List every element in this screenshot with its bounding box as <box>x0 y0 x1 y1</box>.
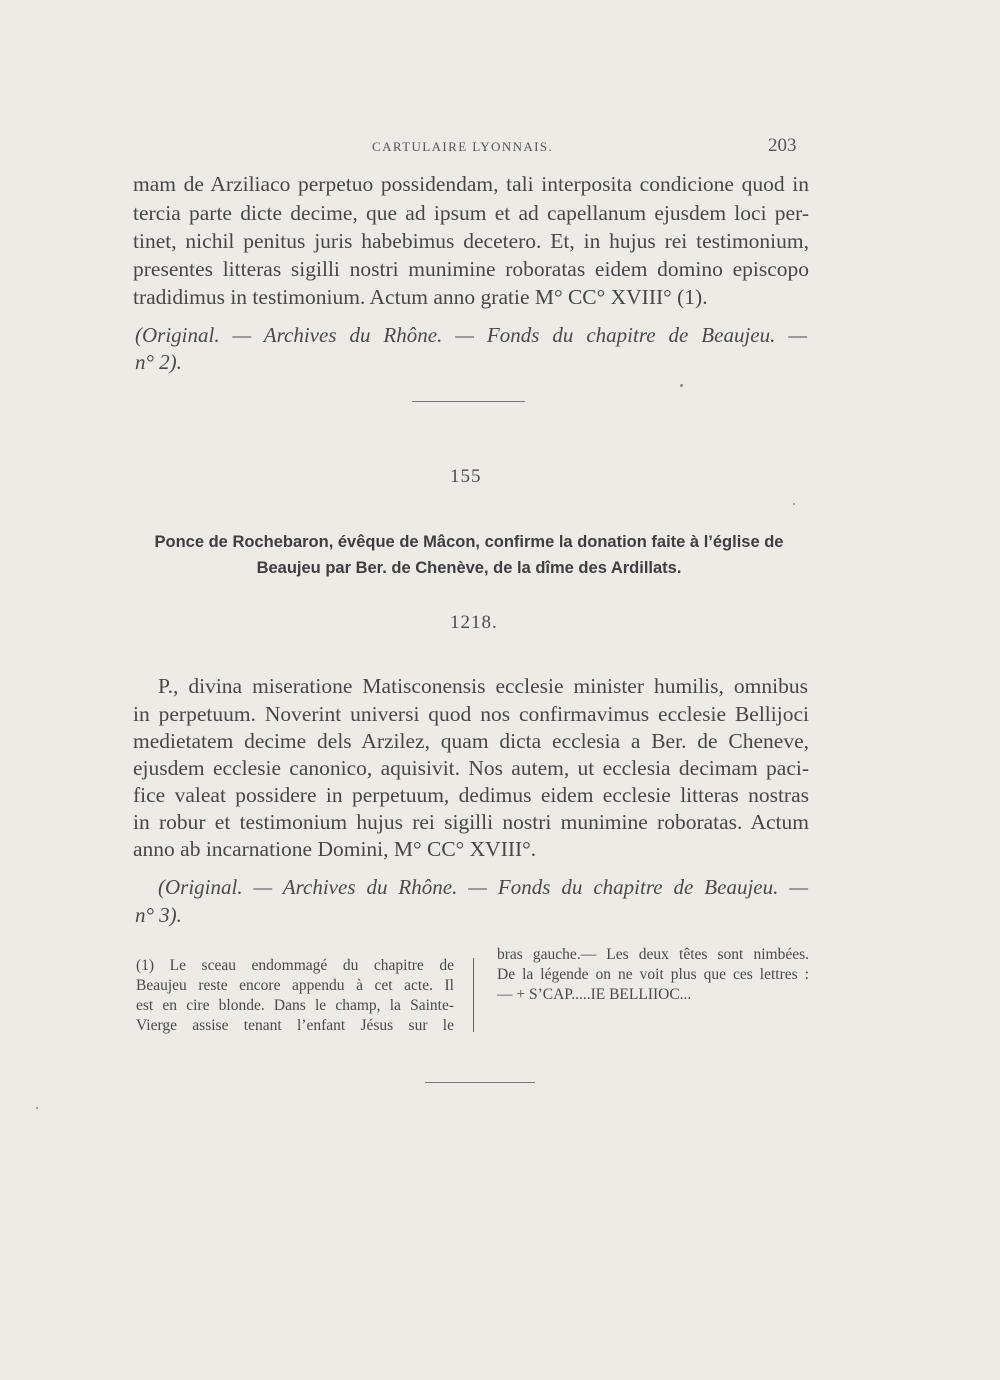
text-line: fice valeat possidere in perpetuum, dedimus eidem ecclesie litteras nostras <box>133 783 809 807</box>
text-line: presentes litteras sigilli nostri munimine roboratas eidem domino episcopo <box>133 257 809 281</box>
running-title: CARTULAIRE LYONNAIS. <box>372 139 554 154</box>
footnote-line: est en cire blonde. Dans le champ, la Sainte- <box>136 997 454 1014</box>
source-line: n° 3). <box>135 903 182 927</box>
source-line: n° 2). <box>135 350 182 374</box>
text-line: tercia parte dicte decime, que ad ipsum et ad capellanum ejusdem loci per- <box>133 201 809 225</box>
text-line: mam de Arziliaco perpetuo possidendam, tali interposita condicione quod in <box>133 172 809 196</box>
paper-speck <box>793 503 795 505</box>
page-number: 203 <box>768 135 797 156</box>
text-line: P., divina miseratione Matisconensis ecclesie minister humilis, omnibus <box>158 674 808 698</box>
text-line: in perpetuum. Noverint universi quod nos confirmavimus ecclesie Bellijoci <box>133 702 809 726</box>
footnote-line: Beaujeu reste encore appendu à cet acte. Il <box>136 977 454 994</box>
footnote-line: De la légende on ne voit plus que ces lettres : <box>497 966 809 983</box>
footnote-line: Vierge assise tenant l’enfant Jésus sur le <box>136 1017 454 1034</box>
text-line: anno ab incarnatione Domini, M° CC° XVIII°. <box>133 837 537 861</box>
footnote-line: bras gauche.— Les deux têtes sont nimbées. <box>497 946 809 963</box>
end-divider <box>425 1082 535 1083</box>
footnote-left-column <box>136 956 454 1036</box>
text-line: in robur et testimonium hujus rei sigilli nostri munimine roboratas. Actum <box>133 810 809 834</box>
footnote-column-divider <box>473 958 474 1032</box>
footnote-line: — + S’CAP.....IE BELLIIOC... <box>497 986 692 1003</box>
summary-line: Beaujeu par Ber. de Chenève, de la dîme des Ardillats. <box>256 559 682 577</box>
text-line: ejusdem ecclesie canonico, aquisivit. Nos autem, ut ecclesia decimam paci- <box>133 756 809 780</box>
source-line: (Original. — Archives du Rhône. — Fonds du chapitre de Beaujeu. — <box>135 323 807 347</box>
act-number: 155 <box>450 466 482 487</box>
paper-speck <box>680 384 683 387</box>
text-line: tradidimus in testimonium. Actum anno gratie M° CC° XVIII° (1). <box>133 285 708 309</box>
source-line: (Original. — Archives du Rhône. — Fonds du chapitre de Beaujeu. — <box>158 875 808 899</box>
section-divider <box>412 401 525 402</box>
act-date: 1218. <box>450 612 498 633</box>
footnote-line: (1) Le sceau endommagé du chapitre de <box>136 957 454 974</box>
text-line: tinet, nichil penitus juris habebimus decetero. Et, in hujus rei testimonium, <box>133 229 809 253</box>
text-line: medietatem decime dels Arzilez, quam dicta ecclesia a Ber. de Cheneve, <box>133 729 809 753</box>
paper-speck <box>36 1107 38 1109</box>
footnote-right-column <box>497 945 809 1005</box>
summary-line: Ponce de Rochebaron, évêque de Mâcon, confirme la donation faite à l’église de <box>154 533 784 551</box>
